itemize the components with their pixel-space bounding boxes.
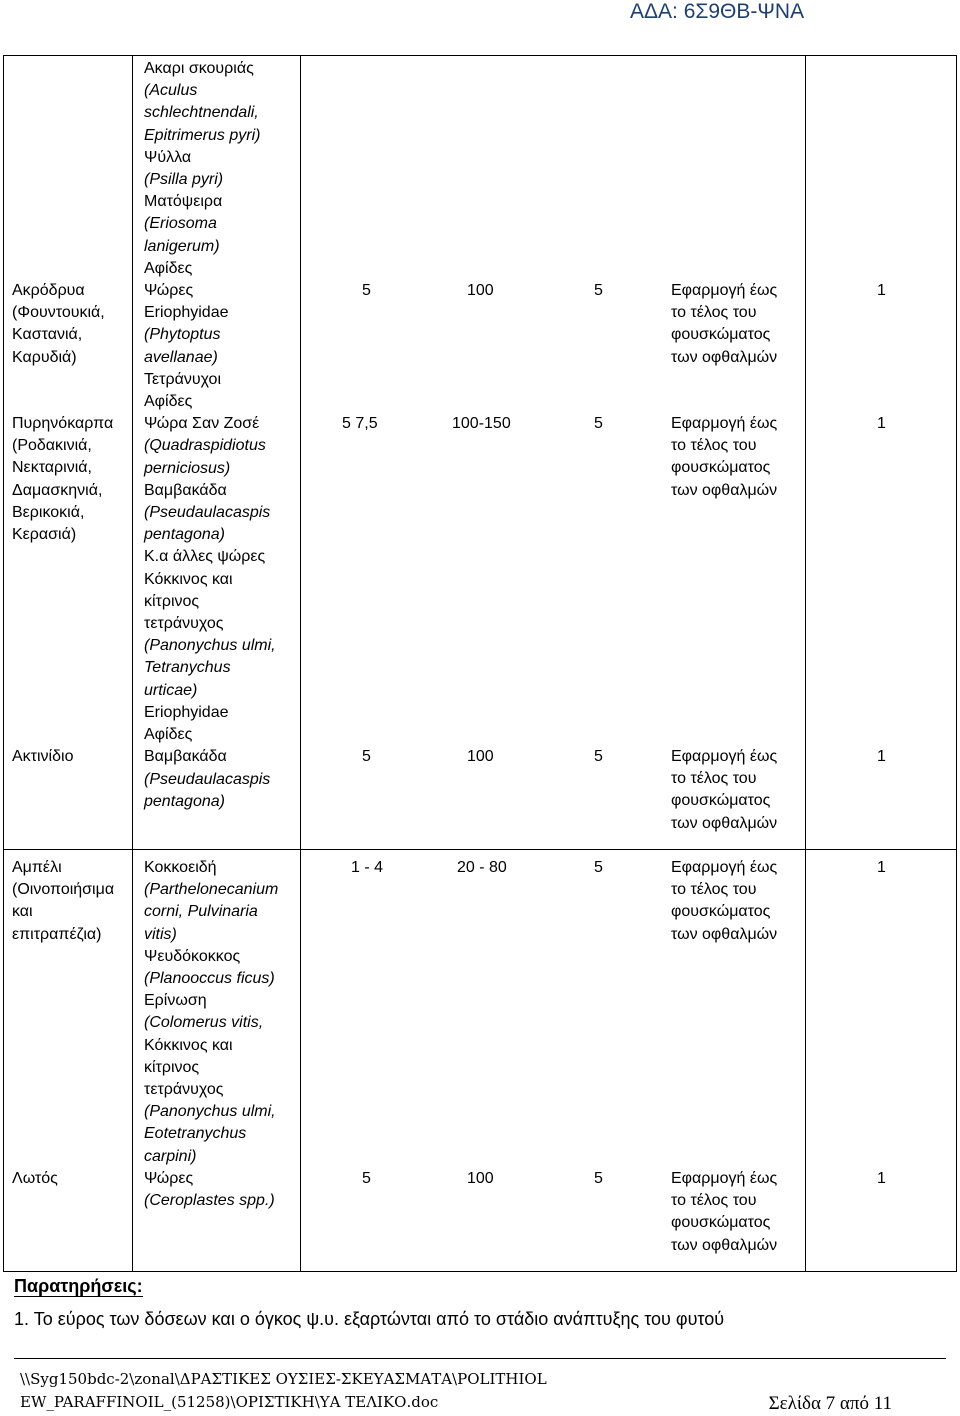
applications-value: 1	[877, 282, 886, 299]
column-divider	[300, 56, 301, 1271]
pest-line: pentagona)	[144, 526, 225, 544]
dose-value: 5	[362, 1170, 371, 1187]
pest-line: Ψώρες	[144, 282, 194, 300]
volume-value: 100	[467, 748, 494, 765]
volume-value: 20 - 80	[457, 859, 507, 876]
dose-value: 1 - 4	[351, 859, 384, 876]
pest-line: Ψευδόκοκκος	[144, 947, 241, 965]
crop-cell: Ακτινίδιο	[12, 748, 74, 765]
pest-line: Κοκκοειδή	[144, 859, 217, 876]
pest-line: Ακαρι σκουριάς	[144, 60, 254, 77]
pesticide-table	[3, 55, 957, 1272]
pest-line: Κ.α άλλες ψώρες	[144, 548, 266, 566]
pest-line: (Quadraspidiotus	[144, 437, 266, 455]
dose-value: 5	[362, 282, 371, 299]
pest-line: Ψώρα Σαν Ζοσέ	[144, 415, 260, 433]
pest-line: (Psilla pyri)	[144, 171, 224, 189]
pest-line: (Eriosoma	[144, 215, 217, 233]
pest-line: Epitrimerus pyri)	[144, 126, 261, 144]
pest-line: vitis)	[144, 925, 177, 943]
pest-line: (Planooccus ficus)	[144, 970, 275, 988]
interval-value: 5	[594, 415, 603, 432]
applications-value: 1	[877, 415, 886, 432]
volume-value: 100	[467, 282, 494, 299]
pest-line: Eriophyidae	[144, 304, 229, 322]
pest-line: perniciosus)	[144, 459, 231, 477]
page-number: Σελίδα 7 από 11	[768, 1393, 892, 1414]
interval-value: 5	[594, 859, 603, 876]
pest-line: schlechtnendali,	[144, 104, 259, 122]
pest-line: Κόκκινος και	[144, 1036, 233, 1054]
pest-line: (Pseudaulacaspis	[144, 504, 271, 522]
pest-line: Tetranychus	[144, 659, 231, 677]
pest-line: Αφίδες	[144, 393, 193, 411]
dose-value: 5 7,5	[342, 415, 378, 432]
pest-line: Ερίνωση	[144, 992, 207, 1010]
interval-value: 5	[594, 748, 603, 765]
pest-line: Βαμβακάδα	[144, 748, 227, 766]
pest-line: corni, Pulvinaria	[144, 903, 258, 921]
timing-cell: Εφαρμογή έως το τέλος του φουσκώματος των οφθαλμών	[671, 859, 778, 943]
pest-line: κίτρινος	[144, 592, 200, 610]
crop-cell: Ακρόδρυα (Φουντουκιά, Καστανιά, Καρυδιά)	[12, 282, 105, 366]
pest-line: Eotetranychus	[144, 1125, 247, 1143]
pest-line: urticae)	[144, 681, 198, 699]
crop-cell: Αμπέλι (Οινοποιήσιμα και επιτραπέζια)	[12, 859, 115, 943]
pest-line: (Phytoptus	[144, 326, 221, 344]
crop-cell: Λωτός	[12, 1170, 58, 1187]
pest-line: Ψύλλα	[144, 148, 192, 166]
pest-line: (Pseudaulacaspis	[144, 770, 271, 788]
pest-line: Ψώρες	[144, 1169, 194, 1187]
pests-cell	[144, 58, 276, 813]
applications-value: 1	[877, 748, 886, 765]
timing-cell: Εφαρμογή έως το τέλος του φουσκώματος των οφθαλμών	[671, 415, 778, 499]
pest-line: κίτρινος	[144, 1058, 200, 1076]
pest-line: (Panonychus ulmi,	[144, 637, 276, 655]
timing-cell: Εφαρμογή έως το τέλος του φουσκώματος των οφθαλμών	[671, 282, 778, 366]
volume-value: 100-150	[452, 415, 511, 432]
interval-value: 5	[594, 282, 603, 299]
pest-line: Βαμβακάδα	[144, 481, 227, 499]
column-divider	[805, 56, 806, 1271]
pests-cell	[144, 857, 278, 1212]
pest-line: Αφίδες	[144, 726, 193, 744]
pest-line: Ματόψειρα	[144, 193, 223, 211]
pest-line: pentagona)	[144, 792, 225, 810]
pest-line: (Aculus	[144, 82, 198, 100]
pest-line: (Colomerus vitis,	[144, 1014, 264, 1032]
pest-line: τετράνυχος	[144, 1081, 224, 1099]
timing-cell: Εφαρμογή έως το τέλος του φουσκώματος των οφθαλμών	[671, 1170, 778, 1254]
footer-file-path: \\Syg150bdc-2\zonal\ΔΡΑΣΤΙΚΕΣ ΟΥΣΙΕΣ-ΣΚΕΥΑΣΜΑΤΑ\POLITHIOL	[20, 1370, 547, 1388]
pest-line: Κόκκινος και	[144, 570, 233, 588]
pest-line: avellanae)	[144, 348, 218, 366]
dose-value: 5	[362, 748, 371, 765]
row-divider	[4, 849, 956, 850]
ada-code: ΑΔΑ: 6Σ9ΘΒ-ΨΝΑ	[630, 0, 805, 23]
pest-line: Αφίδες	[144, 259, 193, 277]
crop-cell: Πυρηνόκαρπα (Ροδακινιά, Νεκταρινιά, Δαμασκηνιά, Βερικοκιά, Κερασιά)	[12, 415, 114, 544]
pest-line: lanigerum)	[144, 237, 220, 255]
notes-heading	[14, 1276, 143, 1297]
note-item: 1. Το εύρος των δόσεων και ο όγκος ψ.υ. εξαρτώνται από το στάδιο ανάπτυξης του φυτού	[14, 1309, 725, 1329]
pest-line: τετράνυχος	[144, 615, 224, 633]
applications-value: 1	[877, 859, 886, 876]
pest-line: (Ceroplastes spp.)	[144, 1192, 275, 1210]
pest-line: Τετράνυχοι	[144, 370, 221, 388]
footer-file-name: EW_PARAFFINOIL_(51258)\ΟΡΙΣΤΙΚΗ\ΥΑ ΤΕΛΙΚΟ.doc	[20, 1393, 439, 1411]
footer-divider	[14, 1358, 946, 1359]
pest-line: Eriophyidae	[144, 703, 229, 721]
pest-line: (Parthelonecanium	[144, 881, 279, 899]
column-divider	[132, 56, 133, 1271]
notes-heading-text: Παρατηρήσεις:	[14, 1276, 143, 1296]
volume-value: 100	[467, 1170, 494, 1187]
interval-value: 5	[594, 1170, 603, 1187]
applications-value: 1	[877, 1170, 886, 1187]
pest-line: (Panonychus ulmi,	[144, 1103, 276, 1121]
pest-line: carpini)	[144, 1147, 197, 1165]
timing-cell: Εφαρμογή έως το τέλος του φουσκώματος των οφθαλμών	[671, 748, 778, 832]
